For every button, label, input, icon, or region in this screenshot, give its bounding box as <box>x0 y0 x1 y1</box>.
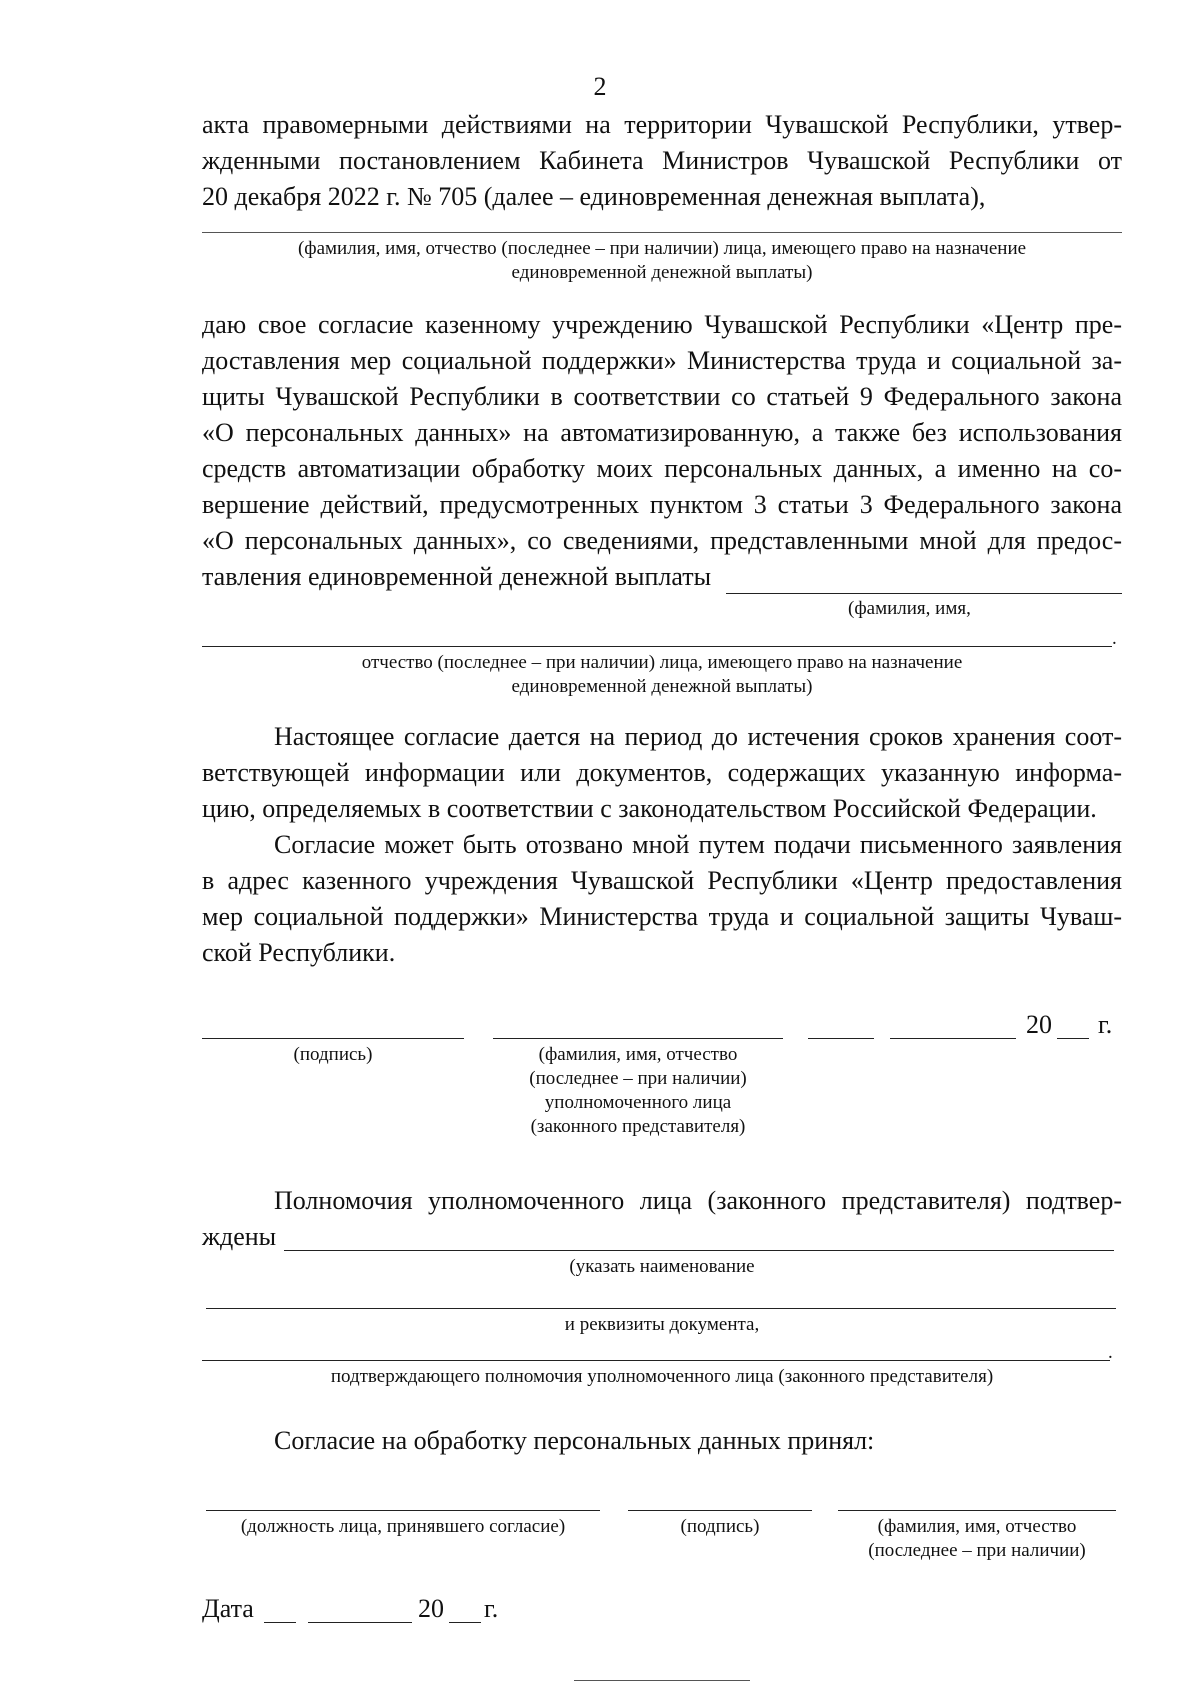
caption-document-details: и реквизиты документа, <box>564 1314 760 1335</box>
caption-document-name: (указать наименование <box>569 1256 755 1277</box>
text-line: акта правомерными действиями на территории Чувашской Республики, утвер- <box>202 110 1122 139</box>
text-line: ской Республики. <box>202 938 396 967</box>
caption-signature: (подпись) <box>293 1044 373 1065</box>
text-line: вершение действий, предусмотренных пунктом 3 статьи 3 Федерального закона <box>202 490 1122 519</box>
caption-acceptor-name: (фамилия, имя, отчество <box>877 1516 1077 1537</box>
text-line: «О персональных данных» на автоматизированную, а также без использования <box>202 418 1122 447</box>
end-separator <box>574 1680 750 1681</box>
text-line: «О персональных данных», со сведениями, представленными мной для предос- <box>202 526 1122 555</box>
text-line: даю свое согласие казенному учреждению Чувашской Республики «Центр пре- <box>202 310 1122 339</box>
text-line: ждены <box>202 1222 277 1251</box>
year-suffix: г. <box>484 1594 499 1623</box>
caption-name-part2: отчество (последнее – при наличии) лица, имеющего право на назначение <box>361 652 963 673</box>
text-line: Настоящее согласие дается на период до истечения сроков хранения соот- <box>274 722 1122 751</box>
date-day-line[interactable] <box>808 1038 874 1039</box>
signature-line[interactable] <box>202 1038 464 1039</box>
caption-representative-name: (последнее – при наличии) <box>529 1068 747 1089</box>
text-line: щиты Чувашской Республики в соответствии со статьей 9 Федерального закона <box>202 382 1122 411</box>
caption-representative-name: (фамилия, имя, отчество <box>538 1044 738 1065</box>
caption-name-part2: единовременной денежной выплаты) <box>511 676 813 697</box>
text-line: Полномочия уполномоченного лица (законного представителя) подтвер- <box>274 1186 1122 1215</box>
text-line: средств автоматизации обработку моих персональных данных, а именно на со- <box>202 454 1122 483</box>
date-month-line[interactable] <box>890 1038 1016 1039</box>
fill-in-line-document-2[interactable] <box>206 1308 1116 1309</box>
page-number: 2 <box>593 72 607 101</box>
signature-line[interactable] <box>628 1510 812 1511</box>
text-line: тавления единовременной денежной выплаты <box>202 562 712 591</box>
position-line[interactable] <box>206 1510 600 1511</box>
text-line: жденными постановлением Кабинета Министров Чувашской Республики от <box>202 146 1122 175</box>
caption-applicant-name: (фамилия, имя, отчество (последнее – при наличии) лица, имеющего право на назначение <box>297 238 1027 259</box>
date-label: Дата <box>202 1594 254 1623</box>
name-line[interactable] <box>838 1510 1116 1511</box>
date-year-line[interactable] <box>1057 1038 1089 1039</box>
fill-in-line-document-1[interactable] <box>284 1250 1114 1251</box>
fill-in-line-document-3[interactable] <box>202 1360 1110 1361</box>
year-prefix: 20 <box>1026 1010 1052 1039</box>
text-line: доставления мер социальной поддержки» Министерства труда и социальной за- <box>202 346 1122 375</box>
date-day-line[interactable] <box>264 1622 296 1623</box>
text-line: Согласие может быть отозвано мной путем подачи письменного заявления <box>274 830 1122 859</box>
accepted-label: Согласие на обработку персональных данных принял: <box>274 1426 875 1455</box>
date-year-line[interactable] <box>449 1622 481 1623</box>
caption-signature: (подпись) <box>680 1516 760 1537</box>
fill-in-line-name-1[interactable] <box>726 593 1122 594</box>
text-line: мер социальной поддержки» Министерства труда и социальной защиты Чуваш- <box>202 902 1122 931</box>
caption-representative-name: (законного представителя) <box>530 1116 746 1137</box>
caption-document-purpose: подтверждающего полномочия уполномоченного лица (законного представителя) <box>330 1366 994 1387</box>
date-month-line[interactable] <box>308 1622 412 1623</box>
caption-position: (должность лица, принявшего согласие) <box>240 1516 566 1537</box>
fill-in-line-applicant-name[interactable] <box>202 232 1122 233</box>
caption-applicant-name: единовременной денежной выплаты) <box>511 262 813 283</box>
text-line: 20 декабря 2022 г. № 705 (далее – единовременная денежная выплата), <box>202 182 986 211</box>
fill-in-line-name-2[interactable] <box>202 646 1112 647</box>
text-line: цию, определяемых в соответствии с законодательством Российской Федерации. <box>202 794 1097 823</box>
text-line: в адрес казенного учреждения Чувашской Республики «Центр предоставления <box>202 866 1122 895</box>
period-mark: . <box>1108 1342 1113 1363</box>
period-mark: . <box>1112 628 1117 649</box>
year-suffix: г. <box>1098 1010 1113 1039</box>
name-line[interactable] <box>493 1038 783 1039</box>
caption-representative-name: уполномоченного лица <box>544 1092 732 1113</box>
year-prefix: 20 <box>418 1594 444 1623</box>
text-line: ветствующей информации или документов, содержащих указанную информа- <box>202 758 1122 787</box>
caption-acceptor-name: (последнее – при наличии) <box>868 1540 1086 1561</box>
caption-name-part1: (фамилия, имя, <box>848 598 971 619</box>
